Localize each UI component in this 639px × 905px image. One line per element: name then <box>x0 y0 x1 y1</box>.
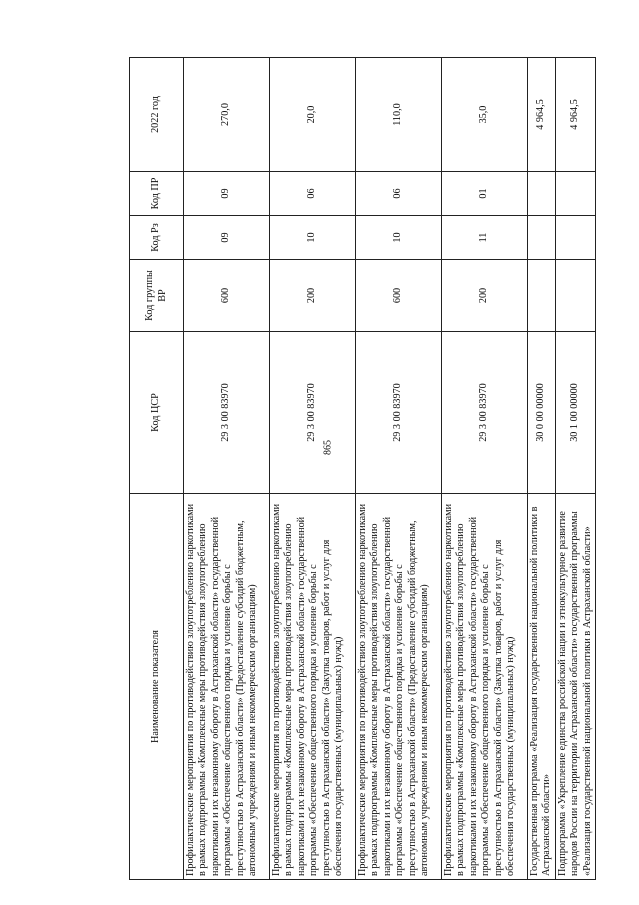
header-year: 2022 год <box>130 58 184 172</box>
row-amount: 110,0 <box>356 58 442 172</box>
row-name: Государственная программа «Реализация государственной национальной политики в Астраханской области» <box>528 494 556 880</box>
row-pr: 09 <box>184 172 270 216</box>
header-csr: Код ЦСР <box>130 332 184 494</box>
row-rz: 10 <box>356 216 442 260</box>
row-pr: 06 <box>270 172 356 216</box>
row-pr: 01 <box>442 172 528 216</box>
row-vr <box>528 260 556 332</box>
budget-table-container <box>129 58 593 880</box>
table-row <box>555 58 595 880</box>
header-pr: Код ПР <box>130 172 184 216</box>
row-name: Профилактические мероприятия по противодействию злоупотреблению наркотиками в рамках подпрограммы «Комплексные меры противодействия злоупотреблению наркотиками и их незаконному обороту в Астраханской области» государственной программы «Обеспечение общественного порядка и усиление борьбы с преступностью в Астраханской области» (Закупка товаров, работ и услуг для обеспечения государственных (муниципальных) нужд) <box>442 494 528 880</box>
row-amount: 4 964,5 <box>528 58 556 172</box>
row-name: Подпрограмма «Укрепление единства российской нации и этнокультурное развитие народов России на территории Астраханской области» государственной программы «Реализация государственной национальной политики в Астраханской области» <box>555 494 595 880</box>
header-name: Наименование показателя <box>130 494 184 880</box>
row-vr: 600 <box>356 260 442 332</box>
table-row <box>270 58 356 880</box>
row-csr: 29 3 00 83970 <box>270 332 356 494</box>
row-rz: 10 <box>270 216 356 260</box>
row-amount: 20,0 <box>270 58 356 172</box>
table-row <box>356 58 442 880</box>
table-row <box>528 58 556 880</box>
header-rz: Код Рз <box>130 216 184 260</box>
row-name: Профилактические мероприятия по противодействию злоупотреблению наркотиками в рамках подпрограммы «Комплексные меры противодействия злоупотреблению наркотиками и их незаконному обороту в Астраханской области» государственной программы «Обеспечение общественного порядка и усиление борьбы с преступностью в Астраханской области» (Закупка товаров, работ и услуг для обеспечения государственных (муниципальных) нужд) <box>270 494 356 880</box>
budget-table <box>129 57 596 880</box>
row-name: Профилактические мероприятия по противодействию злоупотреблению наркотиками в рамках подпрограммы «Комплексные меры противодействия злоупотреблению наркотиками и их незаконному обороту в Астраханской области» государственной программы «Обеспечение общественного порядка и усиление борьбы с преступностью в Астраханской области» (Предоставление субсидий бюджетным, автономным учреждениям и иным некоммерческим организациям) <box>184 494 270 880</box>
row-vr <box>555 260 595 332</box>
row-vr: 200 <box>442 260 528 332</box>
table-row <box>442 58 528 880</box>
table-header-row <box>130 58 184 880</box>
row-pr <box>528 172 556 216</box>
row-csr: 29 3 00 83970 <box>442 332 528 494</box>
table-row <box>184 58 270 880</box>
page-number: 865 <box>322 440 334 455</box>
row-pr <box>555 172 595 216</box>
row-vr: 600 <box>184 260 270 332</box>
row-rz: 11 <box>442 216 528 260</box>
row-csr: 29 3 00 83970 <box>356 332 442 494</box>
row-rz: 09 <box>184 216 270 260</box>
row-vr: 200 <box>270 260 356 332</box>
row-rz <box>555 216 595 260</box>
row-pr: 06 <box>356 172 442 216</box>
row-amount: 270,0 <box>184 58 270 172</box>
row-csr: 29 3 00 83970 <box>184 332 270 494</box>
row-csr: 30 1 00 00000 <box>555 332 595 494</box>
row-name: Профилактические мероприятия по противодействию злоупотреблению наркотиками в рамках подпрограммы «Комплексные меры противодействия злоупотреблению наркотиками и их незаконному обороту в Астраханской области» государственной программы «Обеспечение общественного порядка и усиление борьбы с преступностью в Астраханской области» (Предоставление субсидий бюджетным, автономным учреждениям и иным некоммерческим организациям) <box>356 494 442 880</box>
row-csr: 30 0 00 00000 <box>528 332 556 494</box>
row-rz <box>528 216 556 260</box>
row-amount: 4 964,5 <box>555 58 595 172</box>
header-vr: Код группы ВР <box>130 260 184 332</box>
row-amount: 35,0 <box>442 58 528 172</box>
